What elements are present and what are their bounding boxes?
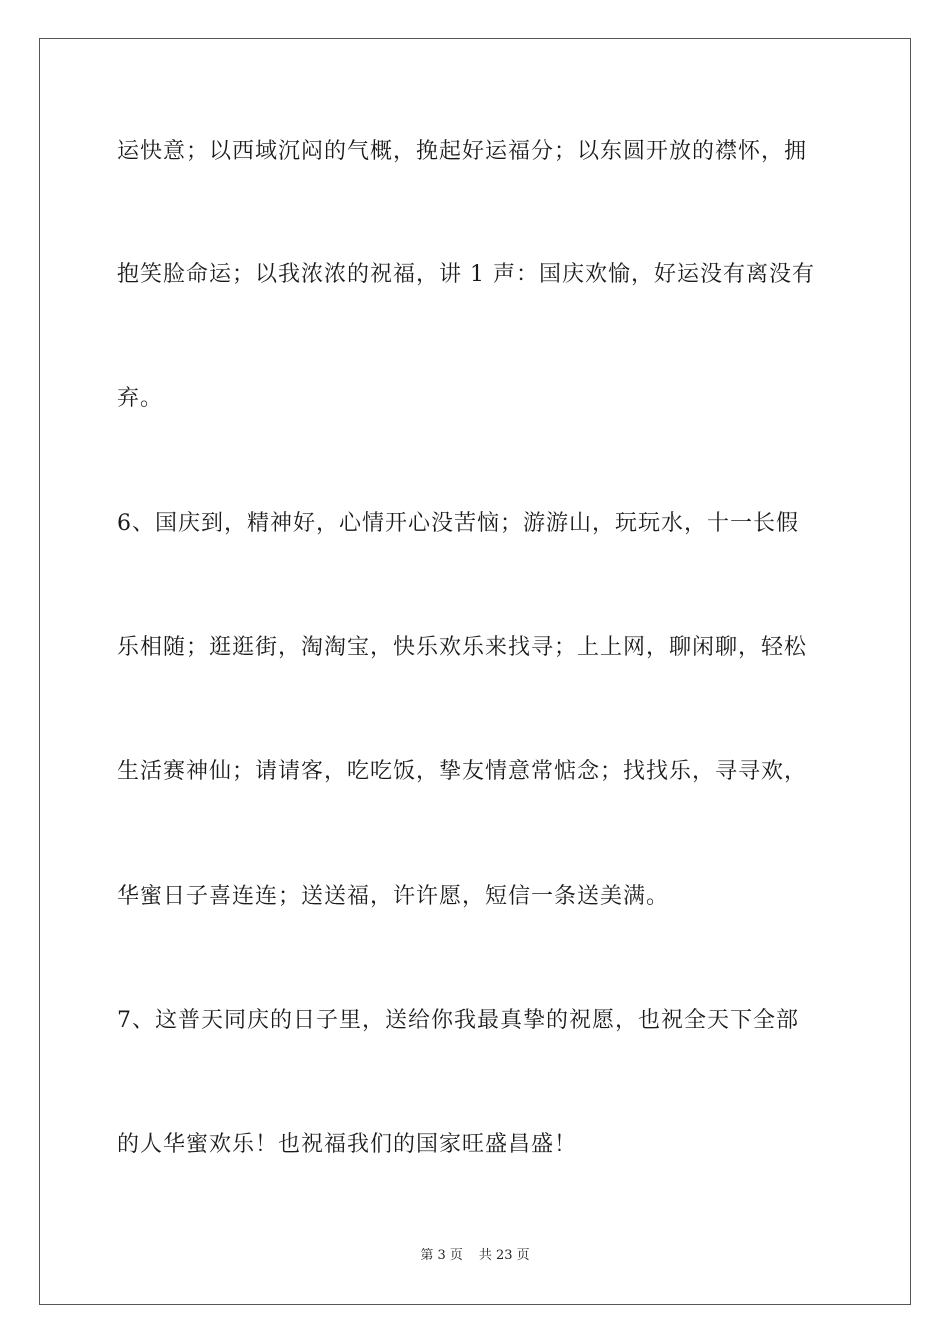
body-text-line: 7、这普天同庆的日子里，送给你我最真挚的祝愿，也祝全天下全部 [117,1008,799,1033]
body-text-line: 的人华蜜欢乐！也祝福我们的国家旺盛昌盛！ [117,1132,578,1157]
body-text-line: 乐相随；逛逛街，淘淘宝，快乐欢乐来找寻；上上网，聊闲聊，轻松 [117,635,808,660]
page-number-current: 第 3 页 [420,1248,463,1263]
page-number-total: 共 23 页 [478,1248,530,1263]
body-text-line: 6、国庆到，精神好，心情开心没苦恼；游游山，玩玩水，十一长假 [117,511,799,536]
body-text-line: 弃。 [117,386,164,411]
body-text-line: 生活赛神仙；请请客，吃吃饭，挚友情意常惦念；找找乐，寻寻欢， [117,759,808,784]
body-text-line: 运快意；以西域沉闷的气概，挽起好运福分；以东圆开放的襟怀，拥 [117,139,808,164]
page-border [39,38,911,1305]
body-text-line: 华蜜日子喜连连；送送福，许许愿，短信一条送美满。 [117,884,670,909]
page-footer [0,1247,950,1265]
body-text-line: 抱笑脸命运；以我浓浓的祝福，讲 1 声：国庆欢愉，好运没有离没有 [117,262,815,287]
